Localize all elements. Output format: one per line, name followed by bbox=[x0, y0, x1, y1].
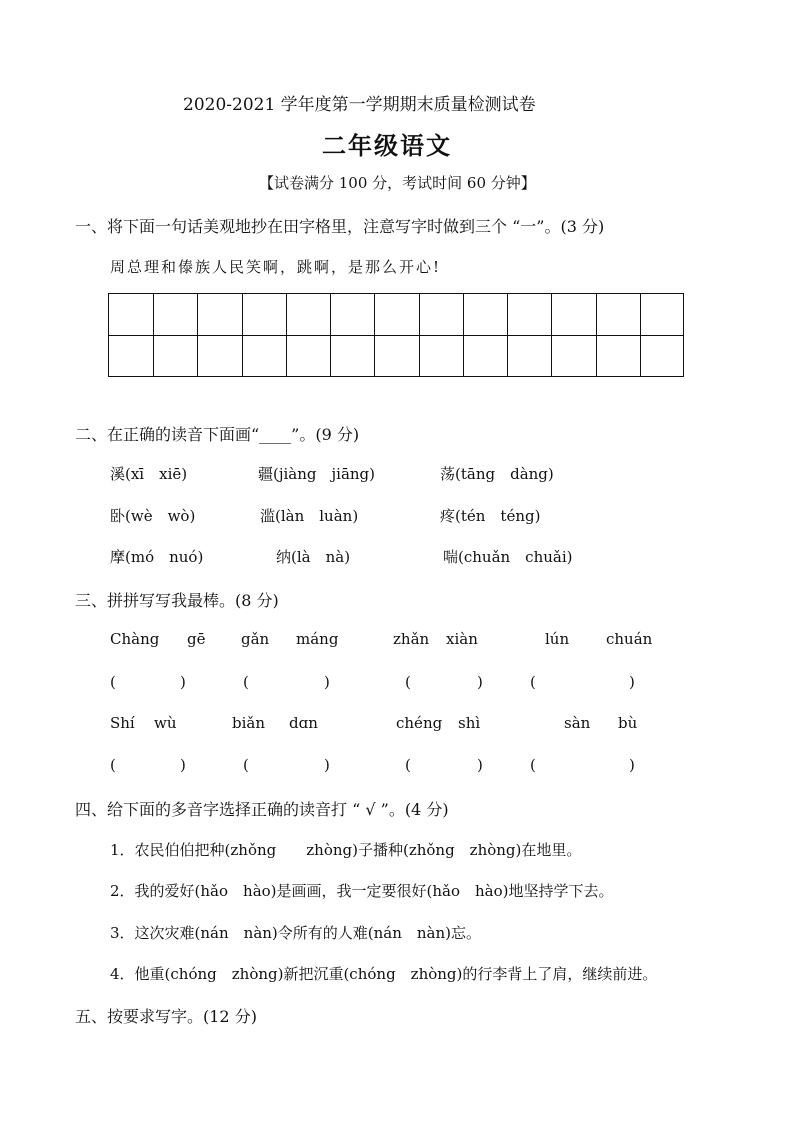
q1-sentence: 周总理和傣族人民笑啊，跳啊，是那么开心! bbox=[110, 258, 442, 276]
q4-item: 1．农民伯伯把种(zhǒng zhòng)子播种(zhǒng zhòng)在地里。 bbox=[110, 841, 582, 859]
answer-paren-open: ( bbox=[530, 756, 536, 774]
answer-paren-close: ) bbox=[629, 756, 635, 774]
answer-paren-close: ) bbox=[477, 673, 483, 691]
answer-paren-open: ( bbox=[110, 673, 116, 691]
answer-paren-close: ) bbox=[477, 756, 483, 774]
pinyin: dɑn bbox=[289, 714, 318, 732]
pinyin: wù bbox=[154, 714, 177, 732]
pinyin: Chàng bbox=[110, 630, 160, 648]
exam-title: 2020-2021 学年度第一学期期末质量检测试卷 bbox=[183, 95, 536, 115]
pinyin: Shí bbox=[110, 714, 135, 732]
answer-paren-open: ( bbox=[405, 673, 411, 691]
q2-title: 二、在正确的读音下面画“____”。(9 分) bbox=[75, 425, 360, 444]
answer-paren-open: ( bbox=[243, 756, 249, 774]
pinyin: gǎn bbox=[241, 630, 270, 648]
q2-item: 滥(làn luàn) bbox=[260, 507, 359, 525]
q2-item: 疼(tén téng) bbox=[440, 507, 541, 525]
answer-paren-close: ) bbox=[629, 673, 635, 691]
answer-paren-close: ) bbox=[324, 756, 330, 774]
answer-paren-open: ( bbox=[110, 756, 116, 774]
q2-item: 溪(xī xiē) bbox=[110, 465, 188, 483]
pinyin: máng bbox=[296, 630, 339, 648]
q2-item: 喘(chuǎn chuǎi) bbox=[443, 548, 573, 566]
q1-title: 一、将下面一句话美观地抄在田字格里，注意写字时做到三个 “一”。(3 分) bbox=[75, 217, 605, 236]
pinyin: chéng bbox=[396, 714, 443, 732]
subject-title: 二年级语文 bbox=[322, 131, 452, 160]
q2-item: 卧(wè wò) bbox=[110, 507, 196, 525]
q2-item: 摩(mó nuó) bbox=[110, 548, 204, 566]
answer-paren-close: ) bbox=[324, 673, 330, 691]
pinyin: gē bbox=[187, 630, 206, 648]
answer-paren-open: ( bbox=[530, 673, 536, 691]
pinyin: biǎn bbox=[232, 714, 266, 732]
q4-title: 四、给下面的多音字选择正确的读音打 “ √ ”。(4 分) bbox=[75, 800, 449, 819]
tianzige-grid[interactable] bbox=[108, 293, 684, 377]
answer-paren-open: ( bbox=[405, 756, 411, 774]
answer-paren-close: ) bbox=[180, 756, 186, 774]
q5-title: 五、按要求写字。(12 分) bbox=[75, 1007, 257, 1026]
exam-info: 【试卷满分 100 分，考试时间 60 分钟】 bbox=[259, 174, 536, 192]
q4-item: 3．这次灾难(nán nàn)令所有的人难(nán nàn)忘。 bbox=[110, 924, 482, 942]
pinyin: lún bbox=[545, 630, 570, 648]
q4-item: 2．我的爱好(hǎo hào)是画画，我一定要很好(hǎo hào)地坚持学下去。 bbox=[110, 882, 614, 900]
q2-item: 疆(jiàng jiāng) bbox=[258, 465, 376, 483]
answer-paren-close: ) bbox=[180, 673, 186, 691]
answer-paren-open: ( bbox=[243, 673, 249, 691]
pinyin: zhǎn bbox=[393, 630, 430, 648]
pinyin: xiàn bbox=[446, 630, 478, 648]
q2-item: 荡(tāng dàng) bbox=[440, 465, 554, 483]
pinyin: chuán bbox=[606, 630, 653, 648]
q4-item: 4．他重(chóng zhòng)新把沉重(chóng zhòng)的行李背上了肩，继续前进。 bbox=[110, 965, 658, 983]
pinyin: bù bbox=[618, 714, 638, 732]
pinyin: shì bbox=[458, 714, 481, 732]
q3-title: 三、拼拼写写我最棒。(8 分) bbox=[75, 591, 279, 610]
q2-item: 纳(là nà) bbox=[276, 548, 351, 566]
pinyin: sàn bbox=[564, 714, 591, 732]
